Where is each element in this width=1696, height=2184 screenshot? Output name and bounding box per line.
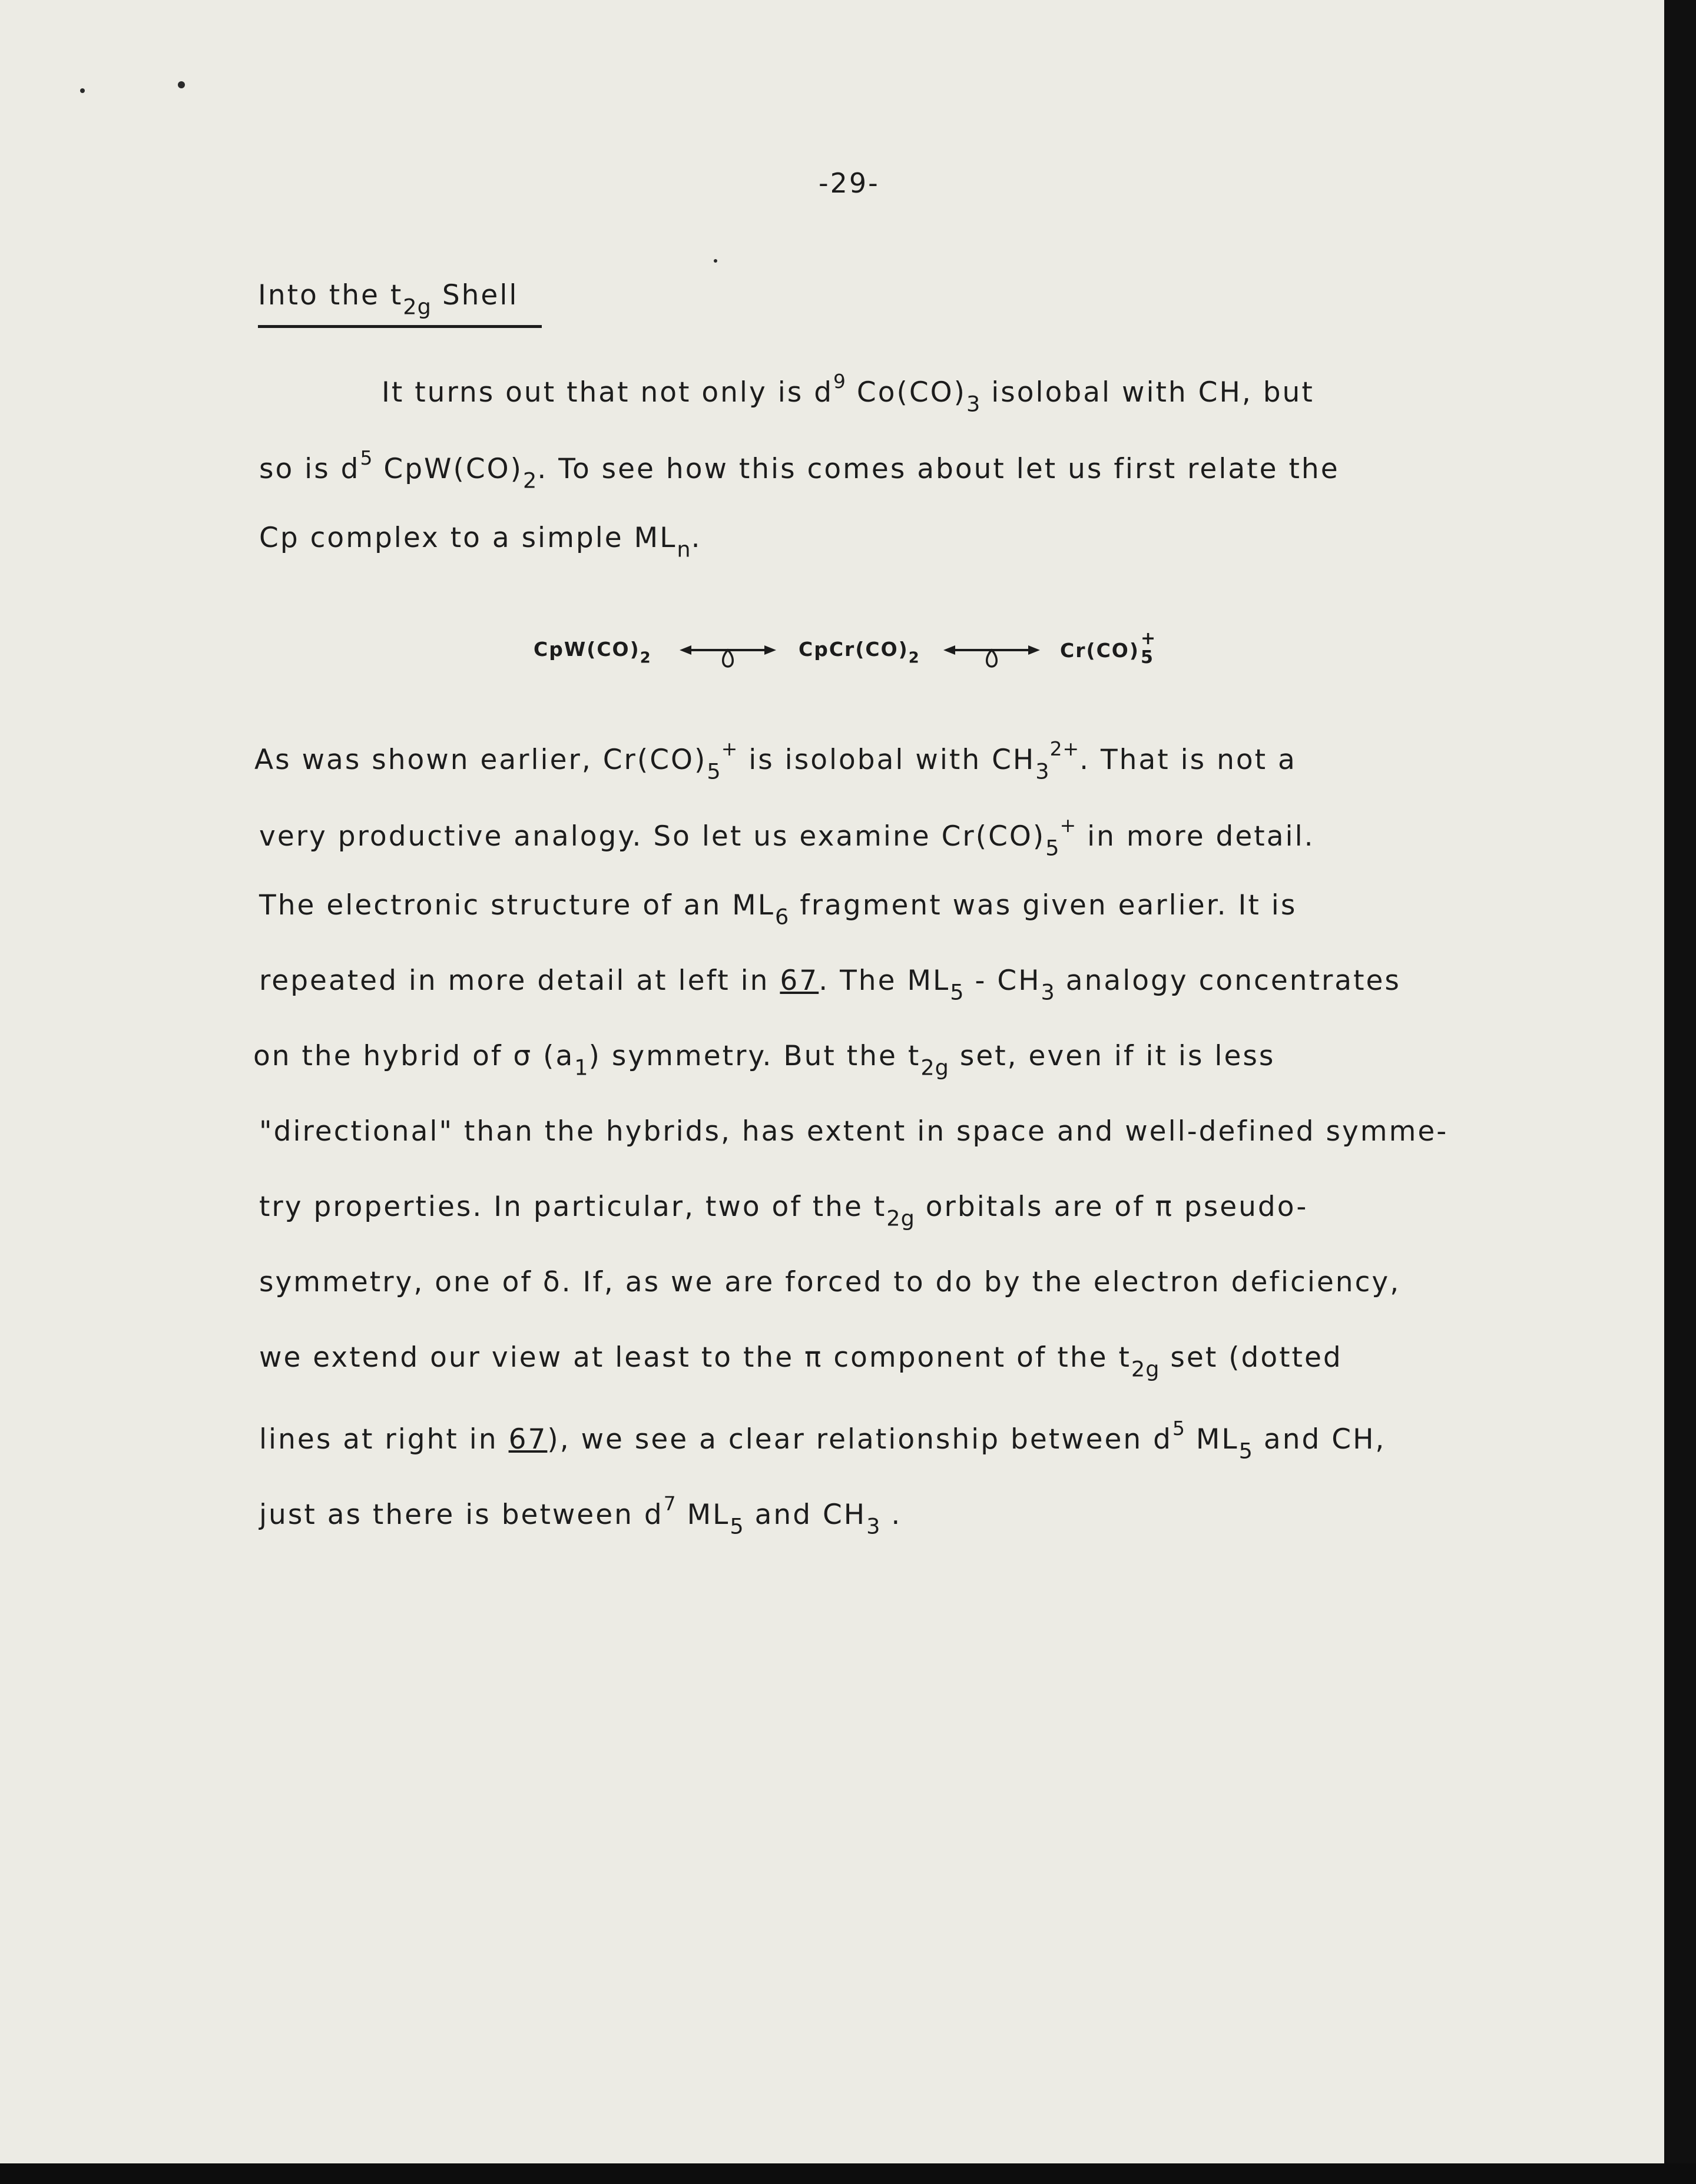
section-heading: Into the $t_{2g}$ Shell: [258, 279, 519, 320]
text-line: try properties. In particular, two of the $t_{2g}$ orbitals are of π pseudo-: [259, 1191, 1309, 1231]
paper-speck: [80, 88, 85, 93]
text-line: symmetry, one of δ. If, as we are forced to do by the electron deficiency,: [259, 1266, 1401, 1298]
isolobal-arrow-icon: [678, 636, 777, 677]
isolobal-scheme: [530, 628, 1178, 695]
text-line: As was shown earlier, $Cr(CO)_5^+$ is isolobal with $CH_3^{2+}$. That is not a: [254, 737, 1297, 784]
page-number: -29-: [819, 167, 880, 199]
text-line: lines at right in 67), we see a clear relationship between $d^5$ $ML_5$ and CH,: [259, 1417, 1386, 1464]
scheme-left-compound: $CpW(CO)_2$: [534, 638, 651, 667]
heading-underline: [258, 325, 542, 328]
text-line: on the hybrid of σ $(a_1)$ symmetry. But the $t_{2g}$ set, even if it is less: [253, 1040, 1276, 1081]
figure-reference: 67: [508, 1423, 548, 1456]
paper-speck: [178, 81, 185, 88]
figure-reference: 67: [780, 965, 819, 997]
text-line: "directional" than the hybrids, has extent in space and well-defined symme-: [259, 1115, 1449, 1148]
scheme-right-compound: Cr(CO) + 5: [1060, 628, 1157, 668]
isolobal-arrow-icon: [942, 636, 1041, 677]
scan-border-right: [1664, 0, 1696, 2184]
text-line: so is $d^5$ $CpW(CO)_2$. To see how this comes about let us first relate the: [259, 446, 1340, 493]
text-line: just as there is between $d^7$ $ML_5$ and $CH_3$ .: [259, 1492, 902, 1539]
text-line: It turns out that not only is $d^9$ $Co(CO)_3$ isolobal with CH, but: [382, 370, 1314, 417]
scheme-middle-compound: $CpCr(CO)_2$: [799, 638, 920, 667]
text-line: repeated in more detail at left in 67. The $ML_5 - CH_3$ analogy concentrates: [259, 965, 1401, 1005]
text-line: The electronic structure of an $ML_6$ fragment was given earlier. It is: [259, 889, 1297, 930]
text-line: we extend our view at least to the π component of the $t_{2g}$ set (dotted: [259, 1341, 1343, 1382]
paper-speck: [714, 259, 717, 263]
text-line: Cp complex to a simple $ML_n$.: [259, 522, 702, 562]
text-line: very productive analogy. So let us examine $Cr(CO)_5^+$ in more detail.: [259, 814, 1315, 861]
scan-border-bottom: [0, 2163, 1696, 2184]
